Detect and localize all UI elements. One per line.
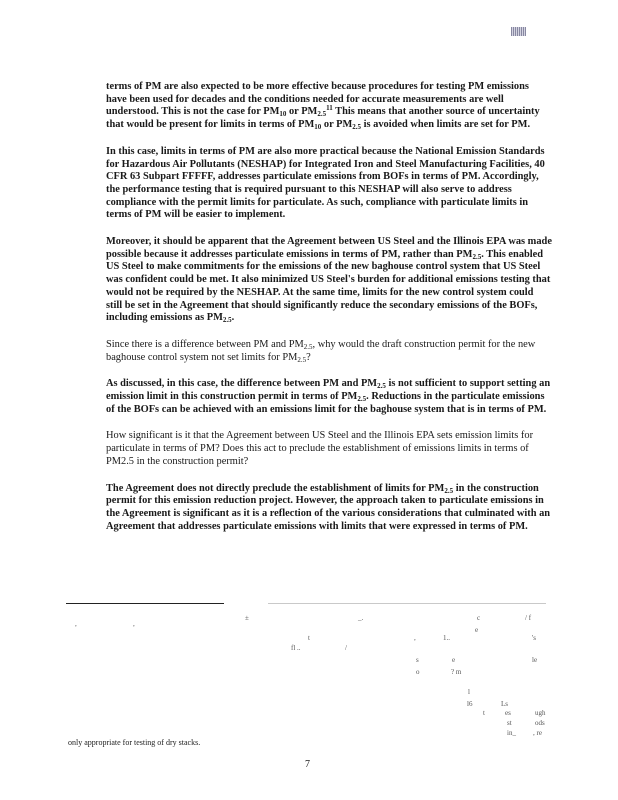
page-number: 7: [305, 759, 310, 770]
scan-artifact: fl ..: [291, 644, 301, 652]
scan-artifact: c: [477, 614, 481, 622]
scan-artifact: t: [483, 709, 485, 717]
scan-artifact: ? m: [451, 668, 462, 676]
scan-artifact: l6: [467, 700, 473, 708]
paragraph-pm-testing: terms of PM are also expected to be more effective because procedures for testing PM emissions have been used for decades and the conditions needed for accurate measurements are well understood. This is not the case for $PM_{10}$ or $PM_{2.5}^{11}$ This means that another source of uncertainty that would be present for limits in terms of $PM_{10}$ or $PM_{2.5}$ is avoided when limits are set for PM.: [106, 81, 540, 132]
scan-artifact: _.: [358, 614, 364, 622]
scan-artifact: es: [505, 709, 511, 717]
footnote-divider-faint: [268, 603, 546, 604]
scan-artifact: t: [308, 634, 310, 642]
question-difference: Since there is a difference between PM and $PM_{2.5}$, why would the draft construction permit for the new baghouse control system not set limits for $PM_{2.5}$?: [106, 338, 536, 364]
scan-artifact: ,: [133, 620, 135, 628]
scan-artifact: e: [475, 626, 479, 634]
scan-artifact: in_: [507, 729, 516, 737]
scan-artifact: / f: [525, 614, 532, 622]
scan-artifact: ugh: [535, 709, 546, 717]
scan-artifact: ,: [75, 620, 77, 628]
paragraph-answer-difference: As discussed, in this case, the difference between PM and $PM_{2.5}$ is not sufficient to support setting an emission limit in this construction permit in terms of $PM_{2.5}$. Reductions in the particulate emissions of the BOFs can be achieved with an emissions limit for the baghouse system that is in terms of PM.: [106, 378, 551, 415]
footnote-last-line: only appropriate for testing of dry stacks.: [68, 738, 201, 747]
scan-artifact: ±: [245, 614, 249, 622]
scan-artifact: le: [532, 656, 538, 664]
paragraph-neshap: In this case, limits in terms of PM are also more practical because the National Emission Standards for Hazardous Air Pollutants (NESHAP) for Integrated Iron and Steel Manufacturing Facilities, 40 CFR 63 Subpart FFFFF, addresses particulate emissions from BOFs in terms of PM. Accordingly, the performance testing that is required pursuant to this NESHAP will also serve to address compliance with the permit limits for particulate. As such, compliance with particulate limits in terms of PM will be easier to implement.: [106, 145, 545, 221]
scan-artifact: , re: [533, 729, 542, 737]
scan-artifact: s: [416, 656, 419, 664]
scan-artifact: st: [507, 719, 512, 727]
scan-artifact: o: [416, 668, 420, 676]
scan-artifact: /: [345, 644, 347, 652]
scan-artifact: 1..: [443, 634, 450, 642]
page-body: [106, 81, 552, 547]
footnote-ref: 11: [326, 104, 333, 113]
scan-artifact: l: [468, 688, 470, 696]
scan-artifact: ods: [535, 719, 545, 727]
question-agreement: How significant is it that the Agreement between US Steel and the Illinois EPA sets emission limits for particulate in terms of PM? Does this act to preclude the establishment of emissions limits in terms of PM2.5 in the construction permit?: [106, 430, 534, 467]
paragraph-answer-agreement: The Agreement does not directly preclude the establishment of limits for $PM_{2.5}$ in the construction permit for this emission reduction project. However, the approach taken to particulate emissions in the Agreement is significant as it is a reflection of the various considerations that culminated with an Agreement that addresses particulate emissions with limits that were expressed in terms of PM.: [106, 482, 551, 532]
footnote-divider: [66, 603, 224, 604]
scan-artifact: e: [452, 656, 456, 664]
scan-stamp-mark: [511, 27, 526, 36]
scan-artifact: Ls: [501, 700, 508, 708]
scan-artifact: ,: [414, 634, 416, 642]
paragraph-agreement: Moreover, it should be apparent that the Agreement between US Steel and the Illinois EPA was made possible because it addresses particulate emissions in terms of PM, rather than $PM_{2.5}$. This enabled US Steel to make commitments for the emissions of the new baghouse control system that US Steel was confident could be met. It also minimized US Steel's burden for additional emissions testing that would not be required by the NESHAP. At the same time, limits for the new control system could still be set in the Agreement that should significantly reduce the secondary emissions of the BOFs, including emissions as $PM_{2.5}$.: [106, 236, 552, 325]
scan-artifact: 's: [532, 634, 536, 642]
